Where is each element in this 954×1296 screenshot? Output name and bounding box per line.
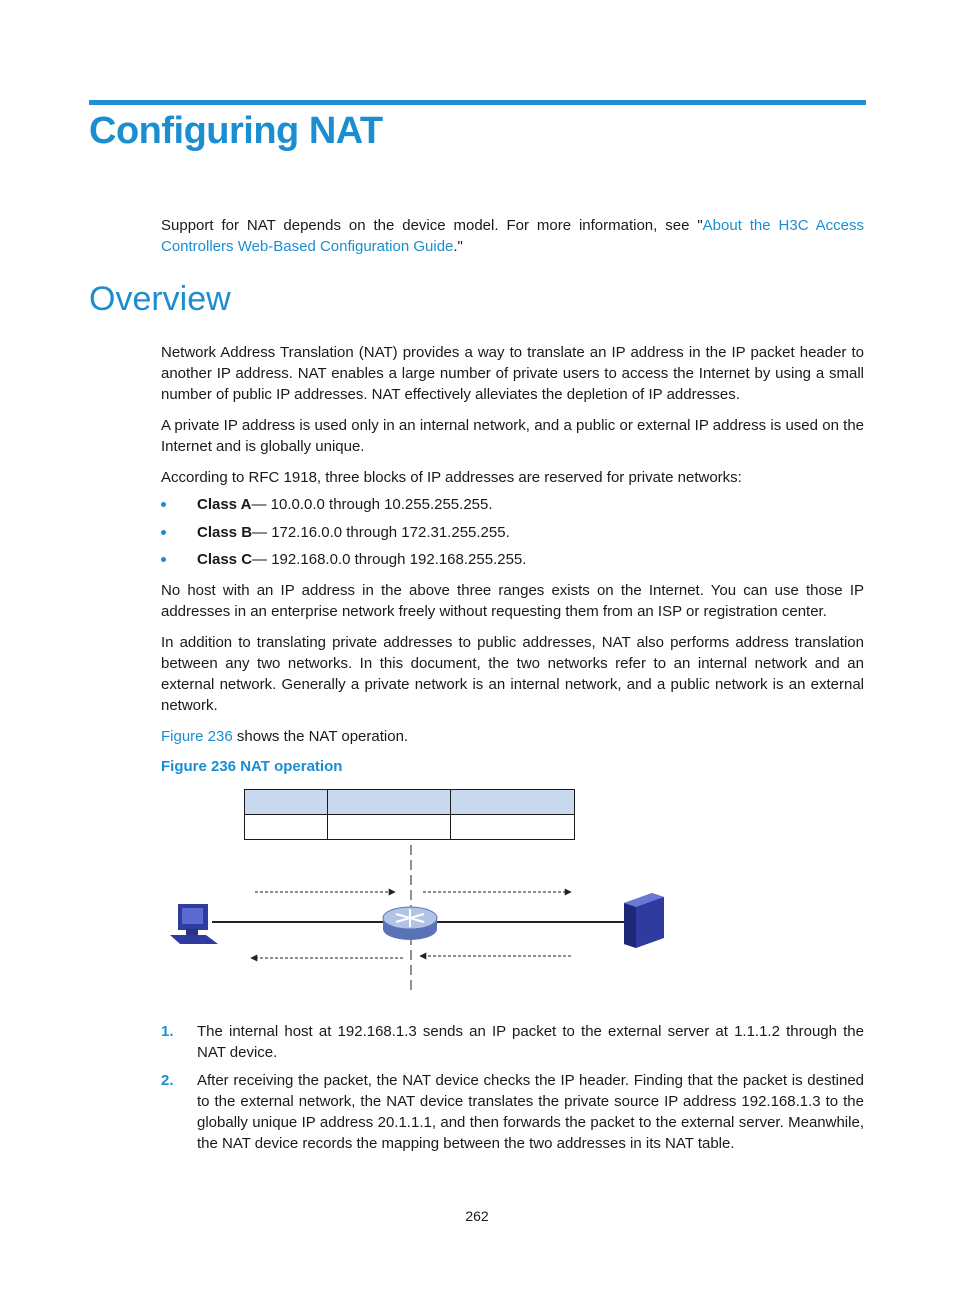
page-title: Configuring NAT [89, 110, 383, 152]
class-range: — 10.0.0.0 through 10.255.255.255. [251, 496, 493, 513]
paragraph-translation: In addition to translating private addresses to public addresses, NAT also performs address translation between any two networks. In this document, the two networks refer to an internal network and an external network. Generally a private network is an internal network, and a public network is an external network. [161, 634, 864, 714]
step-number: 2. [161, 1072, 174, 1089]
class-label: Class A [197, 496, 252, 513]
class-label: Class C [197, 551, 253, 568]
server-icon [624, 893, 664, 948]
page-number: 262 [465, 1208, 489, 1224]
class-label: Class B [197, 524, 253, 541]
intro-text-end: ." [453, 238, 463, 255]
step-number: 1. [161, 1023, 174, 1040]
paragraph-rfc1918: According to RFC 1918, three blocks of IP addresses are reserved for private networks: [161, 469, 742, 486]
class-range: — 172.16.0.0 through 172.31.255.255. [252, 524, 510, 541]
paragraph-nat-definition: Network Address Translation (NAT) provides a way to translate an IP address in the IP packet header to another IP address. NAT enables a large number of private users to access the Internet by using a small number of public IP addresses. NAT effectively alleviates the depletion of IP addresses. [161, 344, 864, 403]
figure-caption: Figure 236 NAT operation [161, 758, 343, 775]
host-pc-icon [170, 904, 218, 944]
config-guide-link[interactable]: About the H3C Access Controllers Web-Based Configuration Guide [161, 217, 864, 255]
step-text: The internal host at 192.168.1.3 sends an IP packet to the external server at 1.1.1.2 through the NAT device. [197, 1023, 864, 1061]
paragraph-private-ip: A private IP address is used only in an internal network, and a public or external IP address is used on the Internet and is globally unique. [161, 417, 864, 455]
figure-236-link[interactable]: Figure 236 [161, 728, 233, 745]
class-range: — 192.168.0.0 through 192.168.255.255. [252, 551, 527, 568]
figure-reference-text: shows the NAT operation. [232, 728, 409, 745]
step-text: After receiving the packet, the NAT device checks the IP header. Finding that the packet is destined to the external network, the NAT device translates the private source IP address 192.168.1.3 to the globally unique IP address 20.1.1.1, and then forwards the packet to the external server. Meanwhile, the NAT device records the mapping between the two addresses in its NAT table. [197, 1072, 864, 1152]
router-icon [383, 907, 437, 940]
paragraph-no-host: No host with an IP address in the above three ranges exists on the Internet. You can use those IP addresses in an enterprise network freely without requesting them from an ISP or registration center. [161, 582, 864, 620]
overview-heading: Overview [89, 280, 231, 318]
intro-text: Support for NAT depends on the device model. For more information, see " [161, 217, 703, 234]
